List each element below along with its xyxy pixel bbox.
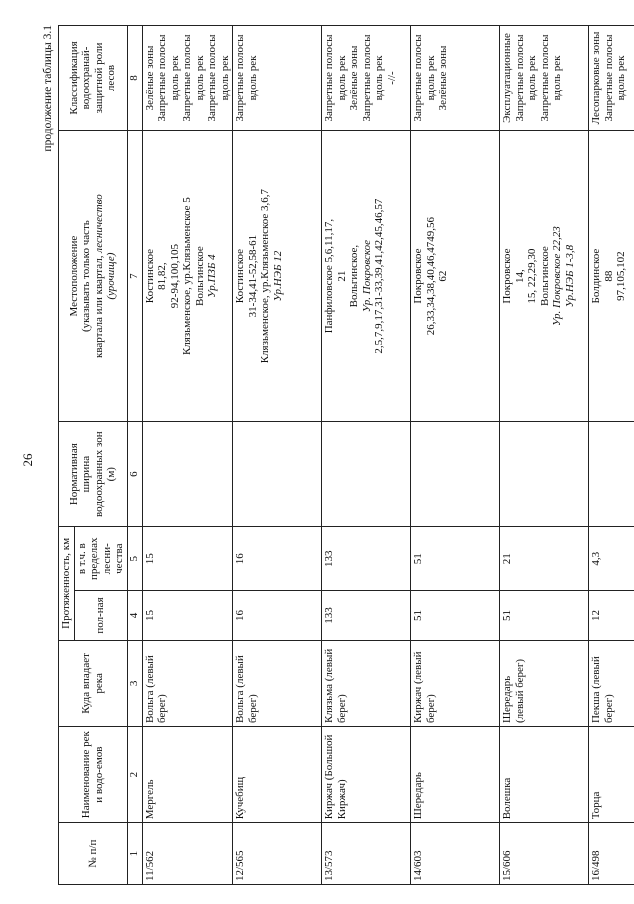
river-name: Торца bbox=[589, 727, 634, 823]
continuation-label: продолжение таблицы 3.1 bbox=[42, 25, 54, 152]
classification-line: Запретные полосы вдоль рек bbox=[323, 34, 348, 122]
page-number: 26 bbox=[20, 453, 35, 467]
location-line: Ур.НЭБ 12 bbox=[271, 250, 284, 302]
table-row bbox=[411, 26, 500, 885]
location-line: 14, bbox=[513, 269, 526, 283]
classification-line: Запретные полосы вдоль рек bbox=[156, 34, 181, 122]
length-total: 51 bbox=[411, 591, 500, 640]
column-number: 6 bbox=[127, 422, 142, 527]
location-line: Болдинское bbox=[590, 248, 602, 304]
classification-line: Запретные полосы вдоль рек bbox=[234, 34, 259, 122]
table-row bbox=[589, 26, 634, 885]
length-forestry: 133 bbox=[322, 527, 411, 591]
header-location bbox=[59, 130, 128, 421]
location bbox=[322, 130, 411, 421]
table-row bbox=[233, 26, 322, 885]
column-number: 3 bbox=[127, 640, 142, 726]
length-forestry: 21 bbox=[500, 527, 589, 591]
header-classification: Классификация водоохранай-защитной роли лесов bbox=[59, 26, 128, 131]
location-line: Покровское bbox=[501, 248, 513, 304]
header-number: № п/п bbox=[59, 823, 128, 885]
location-line: Ур. Покровское bbox=[360, 240, 373, 313]
column-number-row bbox=[127, 26, 142, 885]
rotated-page bbox=[38, 25, 627, 885]
location-line: 62 bbox=[437, 270, 449, 282]
zone-width bbox=[233, 422, 322, 527]
location-line: Клязьменское, ур.Клязьменское 3,6,7 bbox=[259, 188, 271, 364]
flows-into: Вольга (левый берег) bbox=[142, 640, 233, 726]
header-row bbox=[59, 26, 75, 885]
location-line: 81,82, bbox=[156, 262, 168, 290]
flows-into: Киржач (левый берег) bbox=[411, 640, 500, 726]
location-line: 97,105,102 bbox=[615, 251, 627, 301]
length-total: 133 bbox=[322, 591, 411, 640]
zone-width bbox=[500, 422, 589, 527]
header-location-c-italic: лесничество bbox=[92, 194, 105, 253]
table-row bbox=[142, 26, 233, 885]
column-number: 7 bbox=[127, 130, 142, 421]
location bbox=[500, 130, 589, 421]
column-number: 1 bbox=[127, 823, 142, 885]
location-line: 26,33,34,38,40,46,4749,56 bbox=[424, 216, 437, 336]
row-number: 12/565 bbox=[233, 823, 322, 885]
classification bbox=[142, 26, 233, 131]
row-number: 11/562 bbox=[142, 823, 233, 885]
location bbox=[411, 130, 500, 421]
river-name: Шередарь bbox=[411, 727, 500, 823]
classification-line: Зелёные зоны bbox=[143, 45, 156, 111]
length-total: 16 bbox=[233, 591, 322, 640]
location-line: Костинское bbox=[143, 248, 156, 304]
header-location-c: квартала или квартал, bbox=[92, 255, 105, 359]
table-row bbox=[322, 26, 411, 885]
classification-line: Запретные полосы вдоль рек bbox=[181, 34, 206, 122]
location-line: Вольгинское bbox=[538, 246, 551, 306]
classification-line: -//- bbox=[385, 71, 398, 85]
location-line: Ур.НЭБ 1-3,8 bbox=[563, 244, 576, 308]
length-forestry: 51 bbox=[411, 527, 500, 591]
classification-line: Лесопарковые зоны bbox=[590, 31, 602, 125]
length-forestry: 4,3 bbox=[589, 527, 634, 591]
location-line: 31-34,41-52,58-61 bbox=[246, 234, 259, 318]
location bbox=[233, 130, 322, 421]
column-number: 5 bbox=[127, 527, 142, 591]
location-line: Ур.ПЗБ 4 bbox=[206, 254, 218, 298]
header-flows-into: Куда впадает река bbox=[59, 640, 128, 726]
location-line: Покровское bbox=[412, 248, 424, 304]
row-number: 15/606 bbox=[500, 823, 589, 885]
location-line: 2,5,7,9,17,31-33,39,41,42,45,46,57 bbox=[373, 198, 385, 354]
classification bbox=[411, 26, 500, 131]
river-name: Кучебищ bbox=[233, 727, 322, 823]
header-location-a: Местоположение bbox=[67, 235, 80, 317]
location-line: Вольгинское, bbox=[348, 244, 360, 308]
header-location-c-wrap bbox=[93, 134, 106, 418]
header-name: Наименование рек и водо-емов bbox=[59, 727, 128, 823]
classification-line: Запретные полосы вдоль рек bbox=[602, 34, 627, 122]
table-row bbox=[500, 26, 589, 885]
river-name: Киржач (Большой Киржач) bbox=[322, 727, 411, 823]
header-length-group: Протяженность, км bbox=[59, 527, 75, 641]
column-number: 8 bbox=[127, 26, 142, 131]
classification bbox=[500, 26, 589, 131]
location-line: Вольгинское bbox=[193, 246, 206, 306]
length-total: 51 bbox=[500, 591, 589, 640]
flows-into: Пекша (левый берег) bbox=[589, 640, 634, 726]
location bbox=[589, 130, 634, 421]
flows-into: Клязьма (левый берег) bbox=[322, 640, 411, 726]
row-number: 14/603 bbox=[411, 823, 500, 885]
water-bodies-table bbox=[58, 25, 634, 885]
classification-line: Запретные полосы вдоль рек bbox=[538, 34, 563, 122]
row-number: 13/573 bbox=[322, 823, 411, 885]
classification bbox=[322, 26, 411, 131]
classification-line: Зелёные зоны bbox=[437, 45, 449, 111]
location-line: 92-94,100,105 bbox=[168, 244, 181, 309]
classification-line: Запретные полосы вдоль рек bbox=[513, 34, 538, 122]
location-line: 21 bbox=[335, 270, 348, 282]
location-line: Клязьменское, ур.Клязьменское 5 bbox=[181, 197, 193, 356]
zone-width bbox=[322, 422, 411, 527]
river-name: Волешка bbox=[500, 727, 589, 823]
flows-into: Вольга (левый берег) bbox=[233, 640, 322, 726]
location-line: Костинское bbox=[234, 248, 246, 304]
river-name: Мергель bbox=[142, 727, 233, 823]
classification bbox=[589, 26, 634, 131]
zone-width bbox=[411, 422, 500, 527]
header-location-d: (урочище) bbox=[105, 252, 118, 300]
length-total: 15 bbox=[142, 591, 233, 640]
classification bbox=[233, 26, 322, 131]
location-line: 88 bbox=[602, 270, 615, 282]
length-total: 12 bbox=[589, 591, 634, 640]
zone-width bbox=[142, 422, 233, 527]
location bbox=[142, 130, 233, 421]
header-length-total: пол-ная bbox=[74, 591, 127, 640]
header-width: Нормативная ширина водоохранных зон (м) bbox=[59, 422, 128, 527]
row-number: 16/498 bbox=[589, 823, 634, 885]
length-forestry: 15 bbox=[142, 527, 233, 591]
location-line: Ур. Покровское 22,23 bbox=[551, 226, 563, 326]
column-number: 2 bbox=[127, 727, 142, 823]
header-location-b: (указывать только часть bbox=[80, 220, 93, 333]
flows-into: Шередарь (левый берег) bbox=[500, 640, 589, 726]
header-length-forestry: в т.ч. в пределах лесни-чества bbox=[74, 527, 127, 591]
length-forestry: 16 bbox=[233, 527, 322, 591]
classification-line: Запретные полосы вдоль рек bbox=[360, 34, 385, 122]
classification-line: Эксплуатационные bbox=[501, 33, 513, 123]
classification-line: Запретные полосы вдоль рек bbox=[412, 34, 437, 122]
location-line: Панфиловское 5,6,11,17, bbox=[323, 218, 335, 334]
classification-line: Зелёные зоны bbox=[348, 45, 360, 111]
location-line: 15, 22,29,30 bbox=[526, 248, 538, 304]
zone-width bbox=[589, 422, 634, 527]
classification-line: Запретные полосы вдоль рек bbox=[206, 34, 231, 122]
column-number: 4 bbox=[127, 591, 142, 640]
